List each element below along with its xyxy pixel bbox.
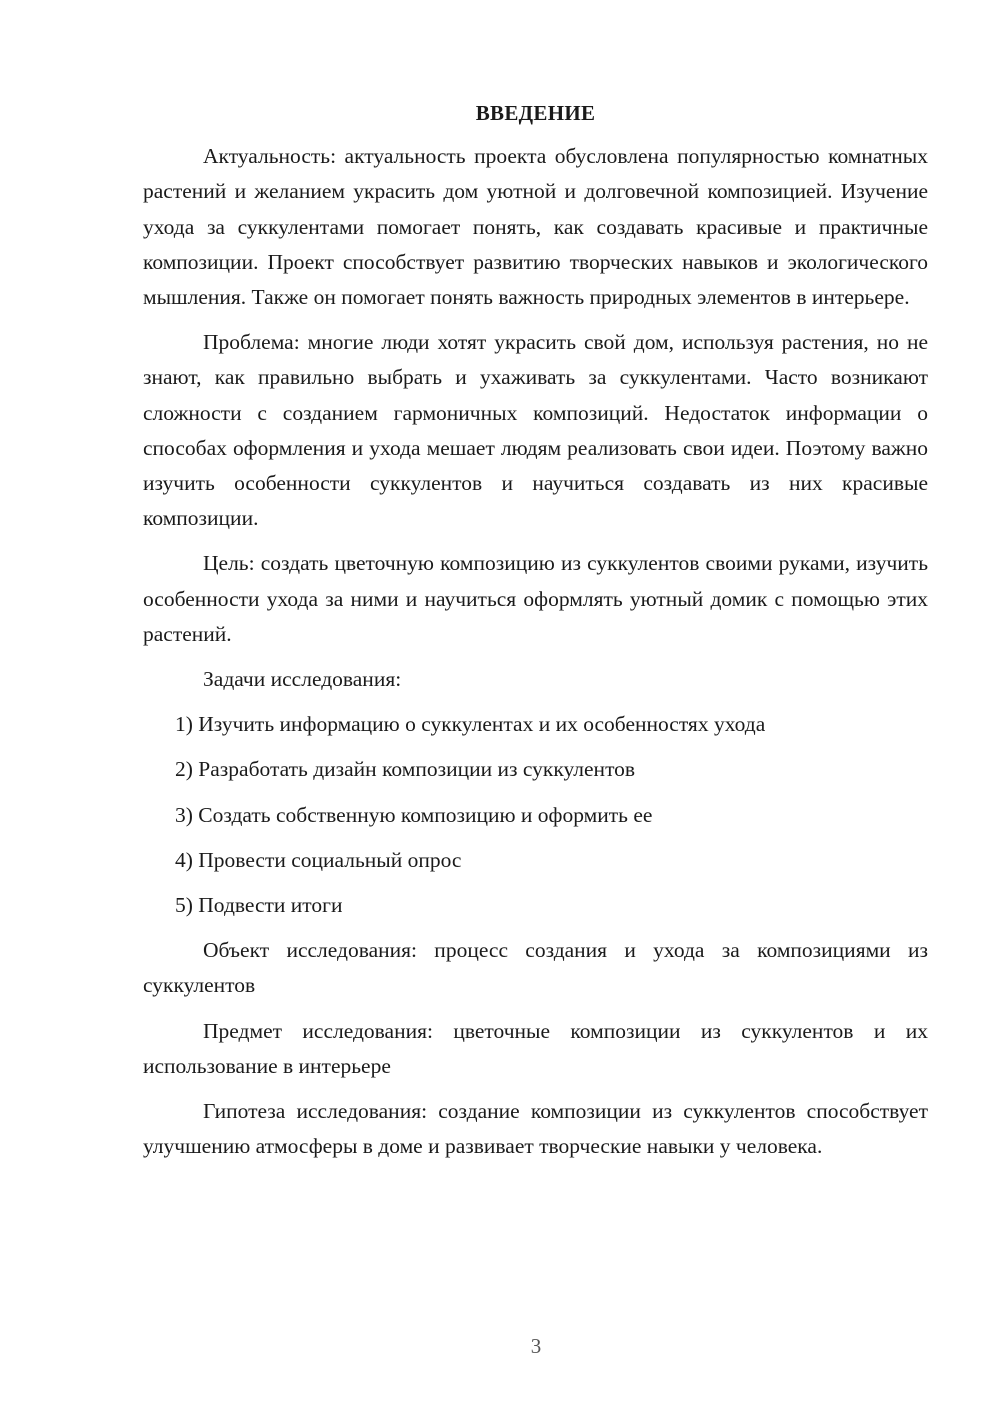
task-item-3: 3) Создать собственную композицию и оформить ее	[175, 802, 653, 827]
tasks-heading: Задачи исследования:	[203, 667, 402, 692]
page-number: 3	[530, 1334, 542, 1358]
paragraph-relevance: Актуальность: актуальность проекта обусловлена популярностью комнатных растений и желанием украсить дом уютной и долговечной композицией. Изучение ухода за суккулентами помогает понять, как создавать красивые и практичные композиции. Проект способствует развитию творческих навыков и экологического мышления. Также он помогает понять важность природных элементов в интерьере.	[143, 144, 928, 310]
paragraph-object: Объект исследования: процесс создания и ухода за композициями из суккулентов	[143, 938, 928, 998]
task-item-4: 4) Провести социальный опрос	[175, 847, 462, 872]
task-item-1: 1) Изучить информацию о суккулентах и их особенностях ухода	[175, 712, 766, 737]
paragraph-goal: Цель: создать цветочную композицию из суккулентов своими руками, изучить особенности ухода за ними и научиться оформлять уютный домик с помощью этих растений.	[143, 551, 928, 646]
task-item-2: 2) Разработать дизайн композиции из суккулентов	[175, 757, 636, 782]
task-list	[143, 707, 928, 923]
paragraph-hypothesis: Гипотеза исследования: создание композиции из суккулентов способствует улучшению атмосферы в доме и развивает творческие навыки у человека.	[143, 1099, 928, 1159]
paragraph-problem: Проблема: многие люди хотят украсить свой дом, используя растения, но не знают, как правильно выбрать и ухаживать за суккулентами. Часто возникают сложности с созданием гармоничных композиций. Недостаток информации о способах оформления и ухода мешает людям реализовать свои идеи. Поэтому важно изучить особенности суккулентов и научиться создавать из них красивые композиции.	[143, 330, 928, 531]
page-title: ВВЕДЕНИЕ	[475, 101, 596, 125]
paragraph-subject: Предмет исследования: цветочные композиции из суккулентов и их использование в интерьере	[143, 1018, 928, 1078]
task-item-5: 5) Подвести итоги	[175, 893, 343, 918]
page-content	[143, 96, 928, 1174]
